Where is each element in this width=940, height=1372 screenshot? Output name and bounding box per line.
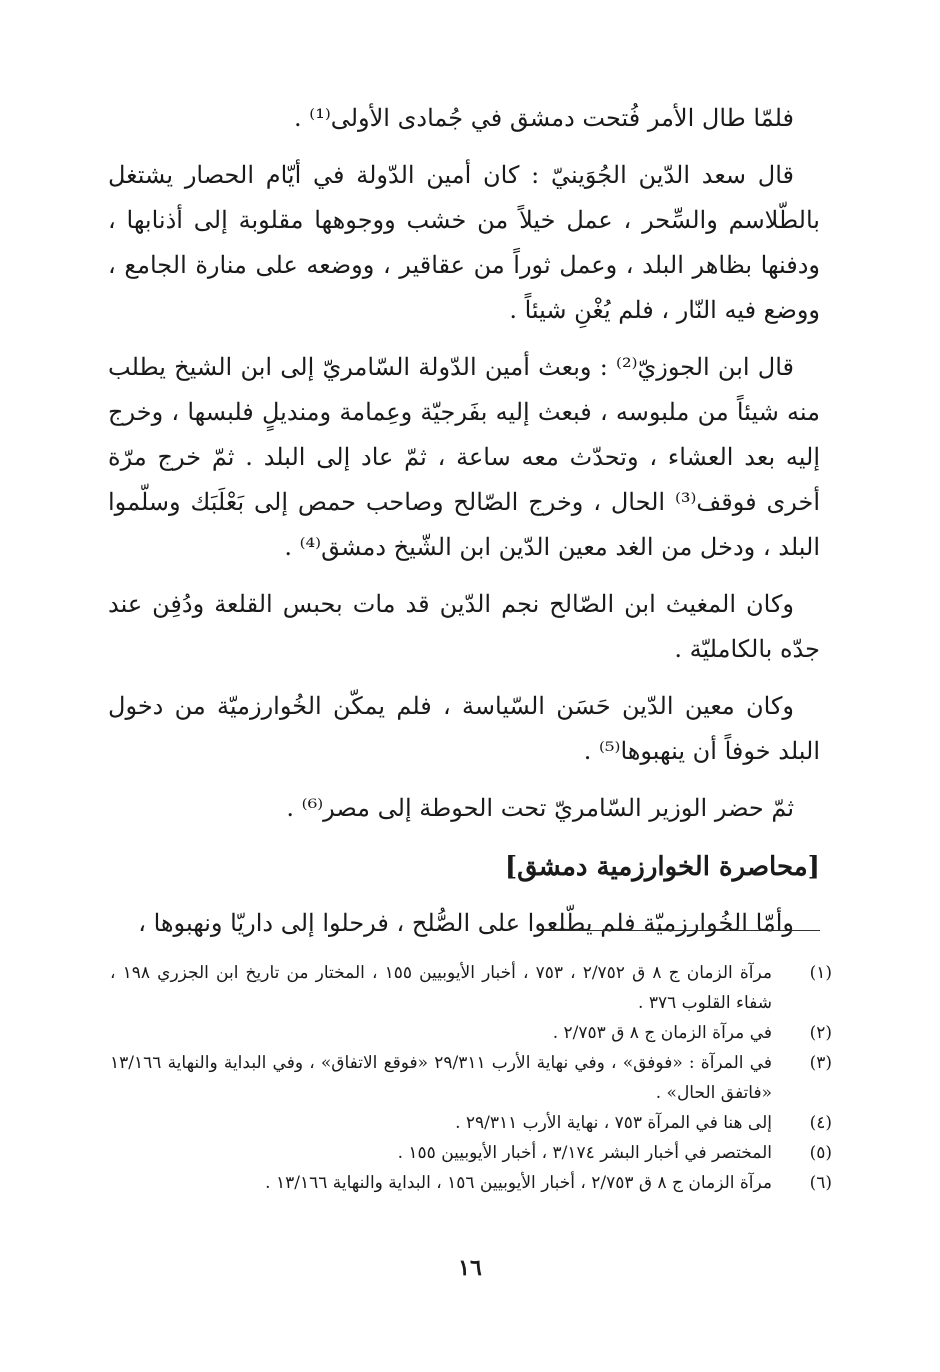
footnote-divider <box>542 930 820 931</box>
footnote-text: مرآة الزمان ج ٨ ق ٢/٧٥٢ ، ٧٥٣ ، أخبار الأيوبيين ١٥٥ ، المختار من تاريخ ابن الجزري ١٩٨ ، شفاء القلوب ٣٧٦ . <box>110 963 773 1013</box>
footnote-number: (٥) <box>809 1143 832 1163</box>
paragraph-3: قال ابن الجوزيّ⁽²⁾ : وبعث أمين الدّولة السّامريّ إلى ابن الشيخ يطلب منه شيئاً من ملبوسه ، فبعث إليه بفَرجيّة وعِمامة ومنديلٍ فلبسها ، وخرج إليه بعد العشاء ، وتحدّث معه ساعة ، ثمّ عاد إلى البلد . ثمّ خرج مرّة أخرى فوقف⁽³⁾ الحال ، وخرج الصّالح وصاحب حمص إلى بَعْلَبَك وسلّموا البلد ، ودخل من الغد معين الدّين ابن الشّيخ دمشق⁽⁴⁾ . <box>108 353 820 561</box>
footnote-number: (٣) <box>809 1053 832 1073</box>
footnote-text: المختصر في أخبار البشر ٣/١٧٤ ، أخبار الأيوبيين ١٥٥ . <box>397 1143 772 1163</box>
footnote-6 <box>110 1168 832 1198</box>
footnote-text: إلى هنا في المرآة ٧٥٣ ، نهاية الأرب ٢٩/٣١١ . <box>455 1113 772 1133</box>
footnote-1 <box>110 958 832 1018</box>
paragraph-after-heading: وأمّا الخُوارزميّة فلم يطّلعوا على الصُّلح ، فرحلوا إلى داريّا ونهبوها ، <box>138 909 794 937</box>
paragraph-6: ثمّ حضر الوزير السّامريّ تحت الحوطة إلى مصر⁽⁶⁾ . <box>286 794 794 822</box>
paragraph-5: وكان معين الدّين حَسَن السّياسة ، فلم يمكّن الخُوارزميّة من دخول البلد خوفاً أن ينهبوها⁽⁵⁾ . <box>108 692 820 765</box>
footnote-number: (٤) <box>809 1113 832 1133</box>
footnotes <box>110 958 832 1198</box>
page-number: ١٦ <box>458 1255 482 1281</box>
section-heading: [محاصرة الخوارزمية دمشق] <box>504 852 820 882</box>
footnote-number: (٢) <box>809 1023 832 1043</box>
paragraph-1: فلمّا طال الأمر فُتحت دمشق في جُمادى الأولى⁽¹⁾ . <box>294 104 794 132</box>
paragraph-2: قال سعد الدّين الجُوَينيّ : كان أمين الدّولة في أيّام الحصار يشتغل بالطّلاسم والسِّحر ، عمل خيلاً من خشب ووجوهها مقلوبة إلى أذنابها ، ودفنها بظاهر البلد ، وعمل ثوراً من عقاقير ، ووضعه على منارة الجامع ، ووضع فيه النّار ، فلم يُغْنِ شيئاً . <box>108 161 820 324</box>
footnote-number: (٦) <box>809 1173 832 1193</box>
paragraph-4: وكان المغيث ابن الصّالح نجم الدّين قد مات بحبس القلعة ودُفِن عند جدّه بالكامليّة . <box>108 590 820 663</box>
footnote-3 <box>110 1048 832 1108</box>
footnote-text: مرآة الزمان ج ٨ ق ٢/٧٥٣ ، أخبار الأيوبيين ١٥٦ ، البداية والنهاية ١٣/١٦٦ . <box>265 1173 772 1193</box>
footnote-4 <box>110 1108 832 1138</box>
footnote-5 <box>110 1138 832 1168</box>
footnote-number: (١) <box>809 963 832 983</box>
footnote-text: في مرآة الزمان ج ٨ ق ٢/٧٥٣ . <box>552 1023 772 1043</box>
footnote-text: في المرآة : «فوفق» ، وفي نهاية الأرب ٢٩/٣١١ «فوقع الاتفاق» ، وفي البداية والنهاية ١٣/١٦٦ «فاتفق الحال» . <box>110 1053 773 1103</box>
main-text <box>108 96 820 958</box>
footnote-2 <box>110 1018 832 1048</box>
